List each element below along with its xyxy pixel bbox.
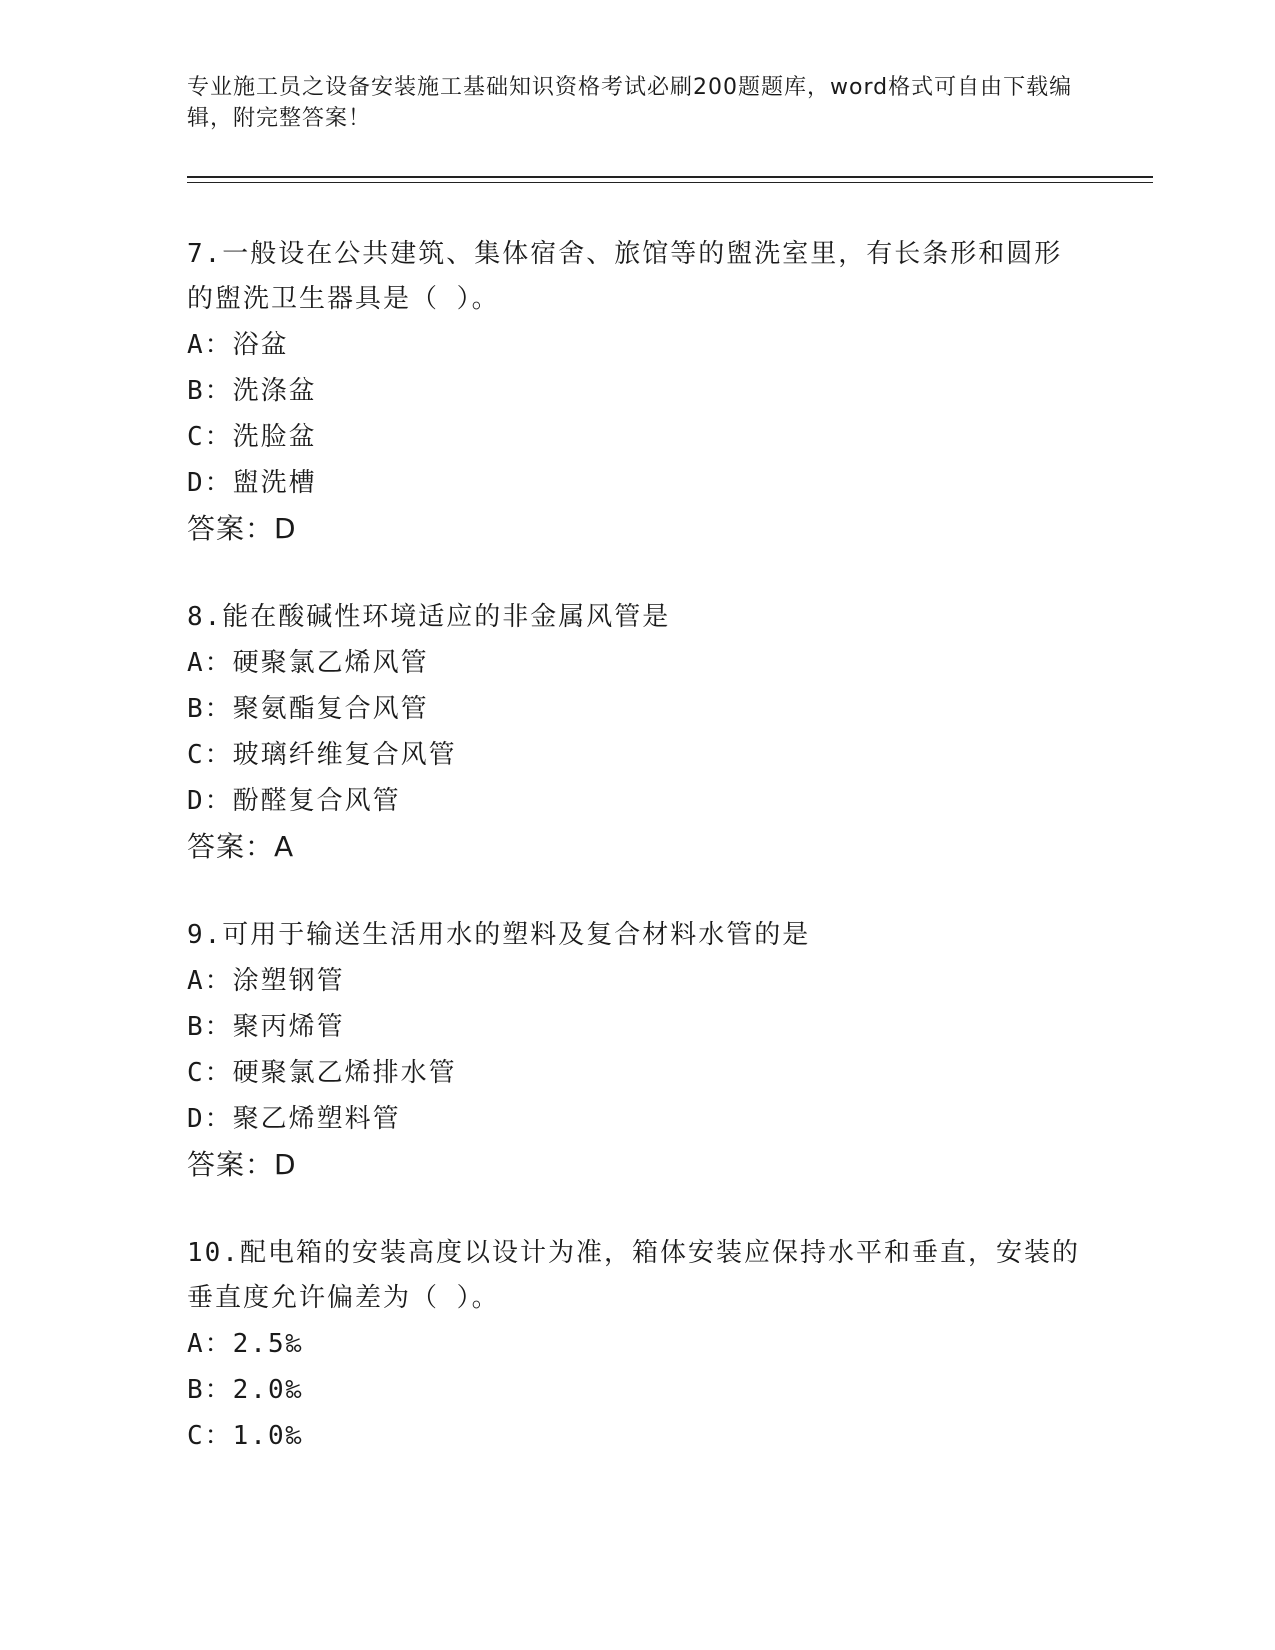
document-header: 专业施工员之设备安装施工基础知识资格考试必刷200题题库，word格式可自由下载编辑，附完整答案！ [187, 75, 1073, 131]
option-text: 酚醛复合风管 [232, 786, 401, 816]
option-label: C： [187, 740, 233, 770]
answer-line: 答案：A [187, 830, 295, 863]
option-b [187, 368, 1087, 414]
option-label: B： [187, 1375, 233, 1405]
option-text: 2.5‰ [232, 1329, 304, 1359]
option-c [187, 1050, 1087, 1096]
option-text: 硬聚氯乙烯风管 [232, 648, 429, 678]
option-label: C： [187, 422, 233, 452]
option-label: A： [187, 648, 233, 678]
option-a [187, 322, 1087, 368]
option-text: 洗涤盆 [232, 376, 317, 406]
option-label: A： [187, 1329, 233, 1359]
header-rule-thick [187, 176, 1153, 178]
option-c [187, 1413, 1087, 1459]
question-stem: 9.可用于输送生活用水的塑料及复合材料水管的是 [187, 920, 811, 950]
option-label: B： [187, 376, 233, 406]
option-label: D： [187, 786, 233, 816]
option-label: A： [187, 966, 233, 996]
option-a [187, 640, 1087, 686]
option-text: 聚乙烯塑料管 [232, 1104, 401, 1134]
option-c [187, 414, 1087, 460]
question-7 [187, 232, 1087, 552]
option-c [187, 732, 1087, 778]
question-9 [187, 913, 1087, 1188]
option-b [187, 1367, 1087, 1413]
option-a [187, 1321, 1087, 1367]
question-list [187, 232, 1087, 1502]
option-label: D： [187, 468, 233, 498]
option-d [187, 460, 1087, 506]
question-10 [187, 1231, 1087, 1459]
option-d [187, 778, 1087, 824]
option-text: 2.0‰ [232, 1375, 304, 1405]
option-text: 玻璃纤维复合风管 [232, 740, 457, 770]
option-label: C： [187, 1058, 233, 1088]
option-b [187, 1004, 1087, 1050]
option-text: 洗脸盆 [232, 422, 317, 452]
header-rule-thin [187, 182, 1153, 183]
option-b [187, 686, 1087, 732]
option-label: B： [187, 1012, 233, 1042]
option-text: 1.0‰ [232, 1421, 304, 1451]
question-stem: 10.配电箱的安装高度以设计为准，箱体安装应保持水平和垂直，安装的垂直度允许偏差为（ ）。 [187, 1238, 1080, 1313]
option-text: 涂塑钢管 [232, 966, 345, 996]
option-text: 聚丙烯管 [232, 1012, 345, 1042]
option-label: B： [187, 694, 233, 724]
option-label: C： [187, 1421, 233, 1451]
answer-line: 答案：D [187, 1148, 297, 1181]
option-a [187, 958, 1087, 1004]
option-text: 聚氨酯复合风管 [232, 694, 429, 724]
option-text: 盥洗槽 [232, 468, 317, 498]
option-text: 硬聚氯乙烯排水管 [232, 1058, 457, 1088]
answer-line: 答案：D [187, 512, 297, 545]
option-d [187, 1096, 1087, 1142]
option-label: A： [187, 330, 233, 360]
question-stem: 8.能在酸碱性环境适应的非金属风管是 [187, 602, 671, 632]
option-label: D： [187, 1104, 233, 1134]
question-stem: 7.一般设在公共建筑、集体宿舍、旅馆等的盥洗室里，有长条形和圆形的盥洗卫生器具是（ ）。 [187, 239, 1063, 314]
option-text: 浴盆 [232, 330, 289, 360]
question-8 [187, 595, 1087, 870]
